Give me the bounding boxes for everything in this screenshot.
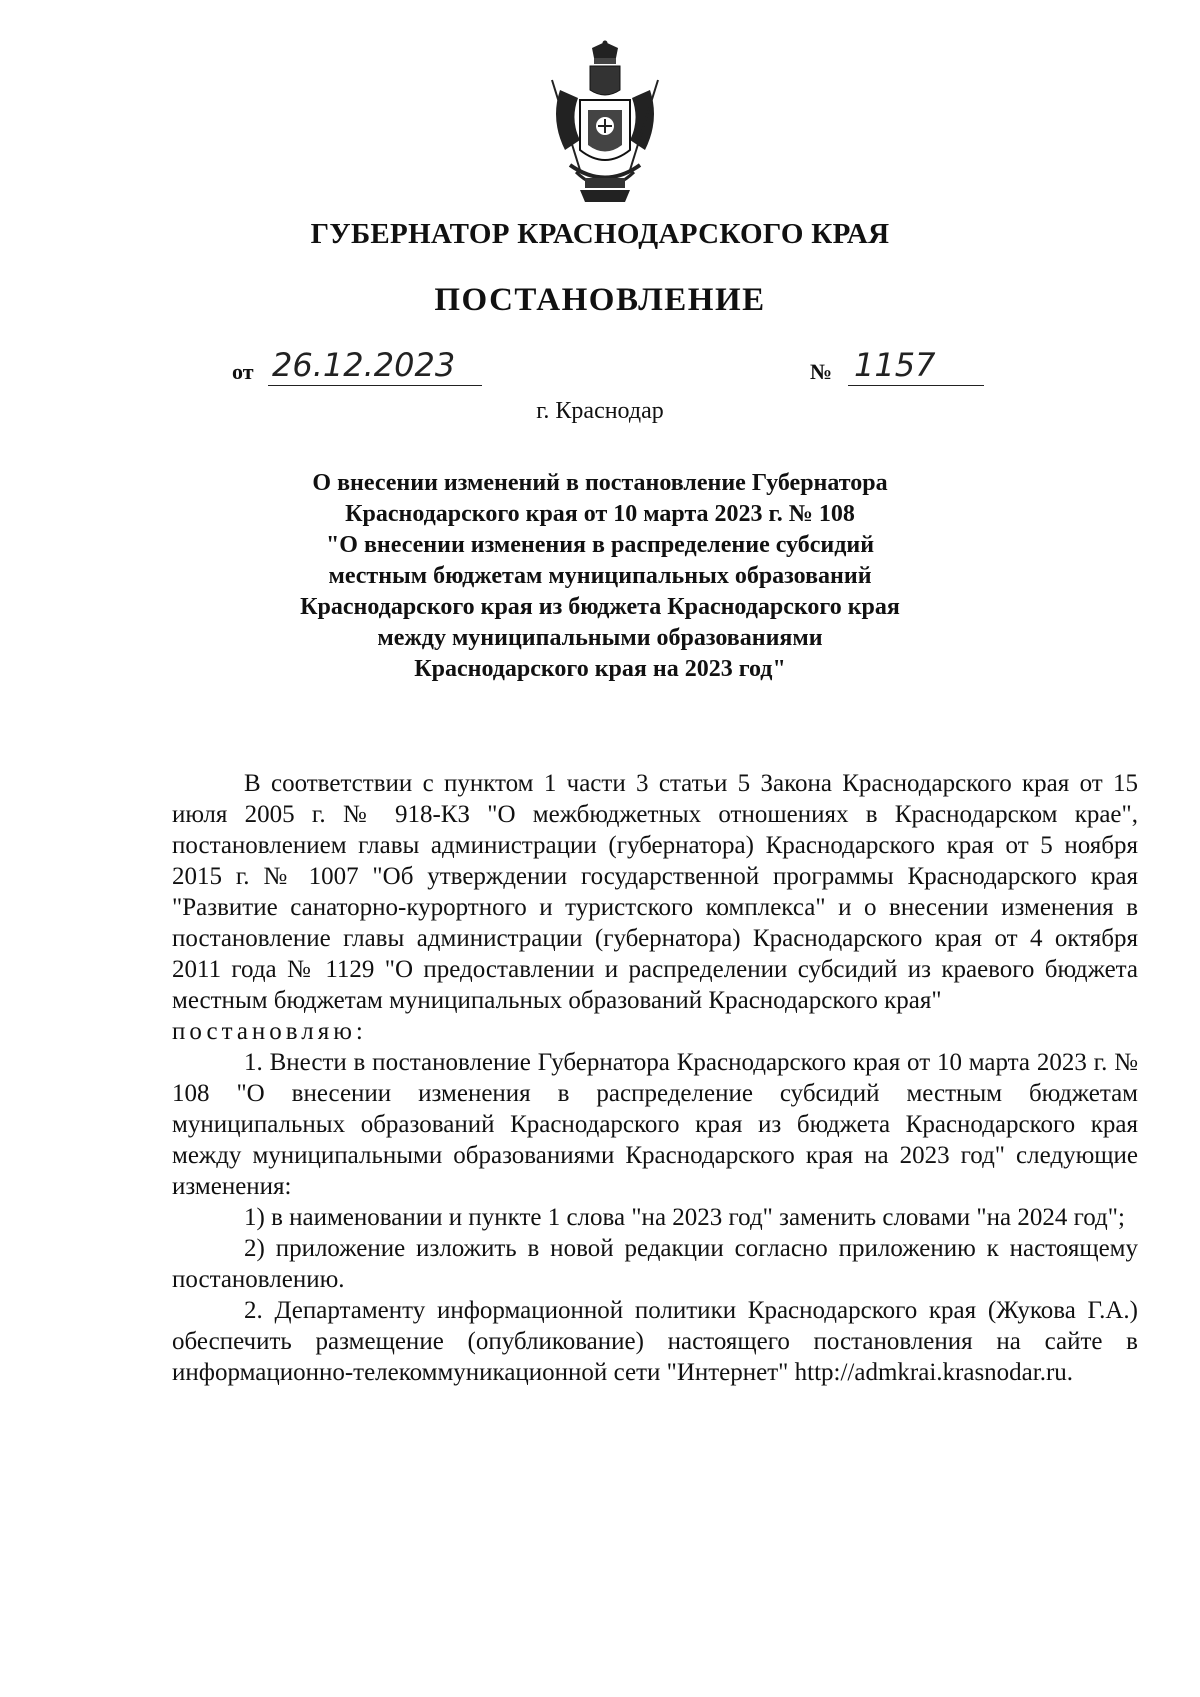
item-2-paragraph: 2. Департаменту информационной политики Краснодарского края (Жукова Г.А.) обеспечить размещение (опубликование) настоящего постановления на сайте в информационно-телекоммуникационной сети "Интернет" http://admkrai.krasnodar.ru. <box>172 1297 1138 1386</box>
item-1-1-paragraph: 1) в наименовании и пункте 1 слова "на 2023 год" заменить словами "на 2024 год"; <box>244 1204 1125 1231</box>
title-line: Краснодарского края от 10 марта 2023 г. № 108 <box>345 501 855 527</box>
title-line: О внесении изменений в постановление Губернатора <box>312 470 888 496</box>
document-body <box>172 768 1138 1388</box>
title-line: "О внесении изменения в распределение субсидий <box>325 532 875 558</box>
coat-of-arms-icon <box>540 40 670 210</box>
date-number-row <box>0 345 1200 395</box>
preamble-paragraph: В соответствии с пунктом 1 части 3 статьи 5 Закона Краснодарского края от 15 июля 2005 г. № 918-КЗ "О межбюджетных отношениях в Краснодарском крае", постановлением главы администрации (губернатора) Краснодарского края от 5 ноября 2015 г. № 1007 "Об утверждении государственной программы Краснодарского края "Развитие санаторно-курортного и туристского комплекса" и о внесении изменения в постановление главы администрации (губернатора) Краснодарского края от 4 октября 2011 года № 1129 "О предоставлении и распределении субсидий из краевого бюджета местным бюджетам муниципальных образований Краснодарского края" <box>172 770 1138 1014</box>
item-1-paragraph: 1. Внести в постановление Губернатора Краснодарского края от 10 марта 2023 г. № 108 "О внесении изменения в распределение субсидий местным бюджетам муниципальных образований Краснодарского края из бюджета Краснодарского края между муниципальными образованиями Краснодарского края на 2023 год" следующие изменения: <box>172 1049 1138 1200</box>
number-prefix: № <box>810 359 833 384</box>
date-prefix: от <box>232 359 254 384</box>
item-1-2-paragraph: 2) приложение изложить в новой редакции согласно приложению к настоящему постановлению. <box>172 1235 1138 1293</box>
resolve-word: постановляю: <box>172 1018 367 1045</box>
document-title <box>300 468 900 685</box>
document-date: 26.12.2023 <box>268 345 482 386</box>
document-type: ПОСТАНОВЛЕНИЕ <box>434 282 766 318</box>
document-number: 1157 <box>848 345 984 386</box>
title-line: местным бюджетам муниципальных образований <box>328 563 872 589</box>
title-line: Краснодарского края из бюджета Краснодарского края <box>300 594 900 620</box>
issuing-authority: ГУБЕРНАТОР КРАСНОДАРСКОГО КРАЯ <box>310 218 890 250</box>
issue-city: г. Краснодар <box>536 398 664 424</box>
title-line: Краснодарского края на 2023 год" <box>414 656 786 682</box>
title-line: между муниципальными образованиями <box>377 625 823 651</box>
